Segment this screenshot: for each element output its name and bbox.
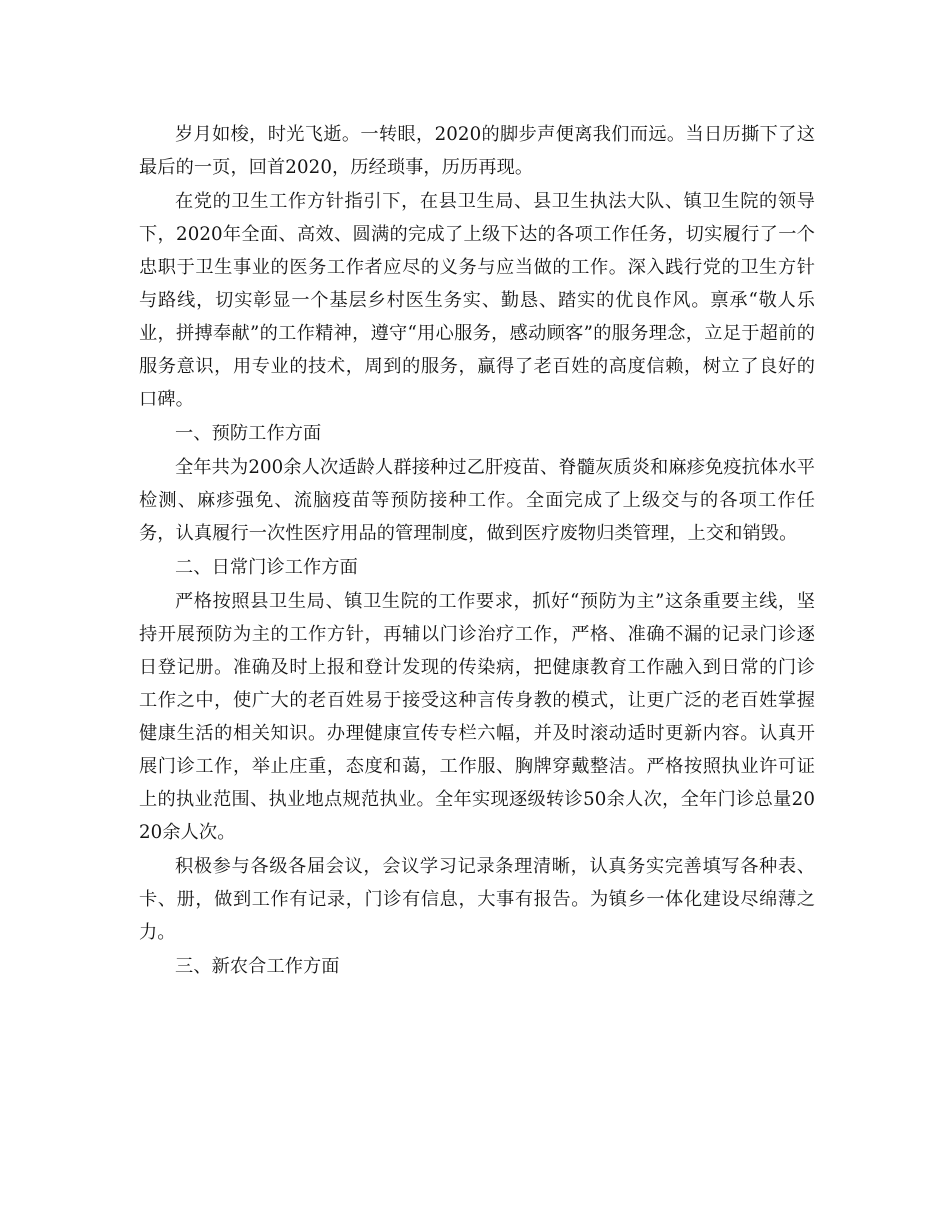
section-heading-outpatient: 二、日常门诊工作方面 (175, 557, 358, 578)
paragraph-intro: 岁月如梭，时光飞逝。一转眼，2020的脚步声便离我们而远。当日历撕下了这最后的一页，回首2020，历经琐事，历历再现。 (139, 124, 815, 178)
paragraph-overview: 在党的卫生工作方针指引下，在县卫生局、县卫生执法大队、镇卫生院的领导下，2020年全面、高效、圆满的完成了上级下达的各项工作任务，切实履行了一个忠职于卫生事业的医务工作者应尽的义务与应当做的工作。深入践行党的卫生方针与路线，切实彰显一个基层乡村医生务实、勤恳、踏实的优良作风。禀承“敬人乐业，拼搏奉献”的工作精神，遵守“用心服务，感动顾客”的服务理念，立足于超前的服务意识，用专业的技术，周到的服务，赢得了老百姓的高度信赖，树立了良好的口碑。 (139, 191, 815, 410)
paragraph-meetings: 积极参与各级各届会议，会议学习记录条理清晰，认真务实完善填写各种表、卡、册，做到工作有记录，门诊有信息，大事有报告。为镇乡一体化建设尽绵薄之力。 (139, 856, 815, 943)
section-heading-prevention: 一、预防工作方面 (175, 423, 322, 444)
document-body (139, 118, 815, 984)
paragraph-prevention: 全年共为200余人次适龄人群接种过乙肝疫苗、脊髓灰质炎和麻疹免疫抗体水平检测、麻疹强免、流脑疫苗等预防接种工作。全面完成了上级交与的各项工作任务，认真履行一次性医疗用品的管理制度，做到医疗废物归类管理，上交和销毁。 (139, 457, 815, 544)
section-heading-cooperative-medical: 三、新农合工作方面 (175, 956, 340, 977)
paragraph-outpatient: 严格按照县卫生局、镇卫生院的工作要求，抓好“预防为主”这条重要主线，坚持开展预防为主的工作方针，再辅以门诊治疗工作，严格、准确不漏的记录门诊逐日登记册。准确及时上报和登计发现的传染病，把健康教育工作融入到日常的门诊工作之中，使广大的老百姓易于接受这种言传身教的模式，让更广泛的老百姓掌握健康生活的相关知识。办理健康宣传专栏六幅，并及时滚动适时更新内容。认真开展门诊工作，举止庄重，态度和蔼，工作服、胸牌穿戴整洁。严格按照执业许可证上的执业范围、执业地点规范执业。全年实现逐级转诊50余人次，全年门诊总量2020余人次。 (139, 591, 815, 843)
